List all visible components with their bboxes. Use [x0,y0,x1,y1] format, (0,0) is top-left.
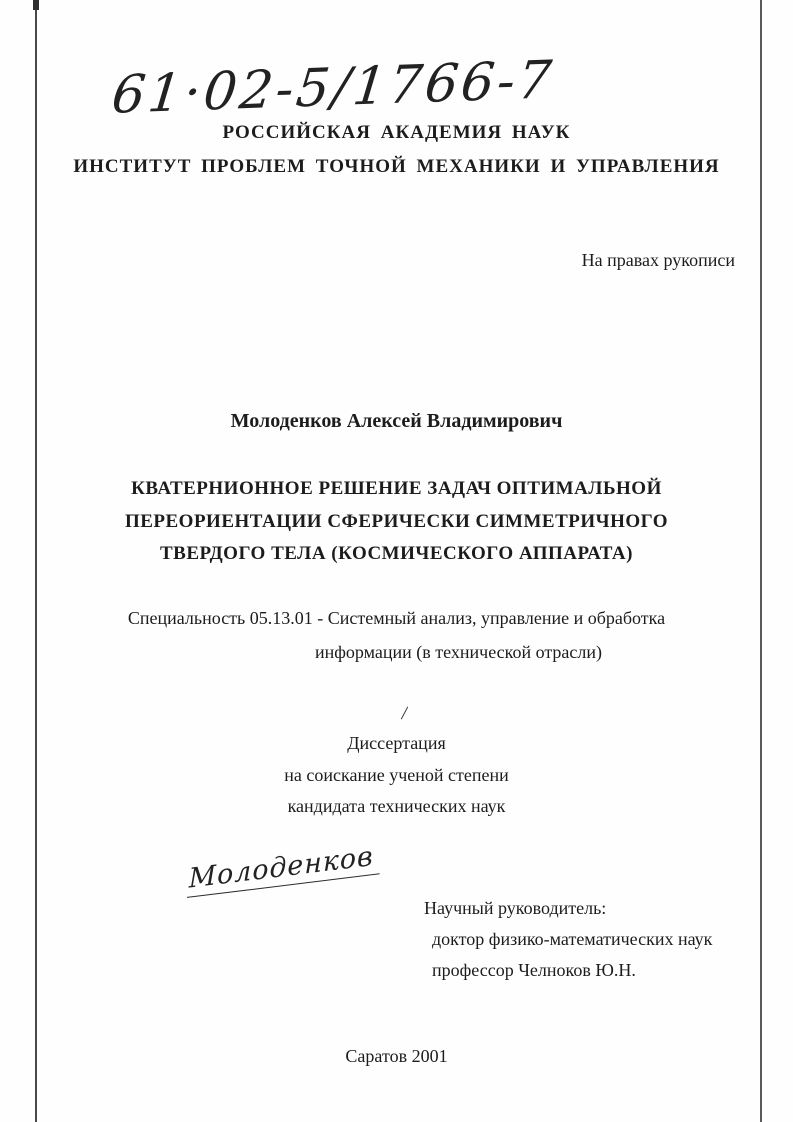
manuscript-rights-note: На правах рукописи [581,250,735,270]
supervisor-block [424,893,712,986]
stray-pen-mark [401,707,408,720]
dissertation-title-line-3: ТВЕРДОГО ТЕЛА (КОСМИЧЕСКОГО АППАРАТА) [160,543,633,564]
supervisor-degree: доктор физико-математических наук [432,929,713,949]
thesis-type: Диссертация [347,733,446,753]
organization-name: РОССИЙСКАЯ АКАДЕМИЯ НАУК [222,122,571,143]
supervisor-label: Научный руководитель: [424,898,607,918]
scan-edge-line-left [35,0,37,1122]
handwritten-signature: Молоденков [186,840,379,898]
thesis-degree-line-1: на соискание ученой степени [284,765,509,785]
thesis-degree-line-2: кандидата технических наук [287,796,506,816]
scan-edge-line-right [760,0,762,1122]
specialty-line-2: информации (в технической отрасли) [314,642,603,662]
city-and-year: Саратов 2001 [345,1046,448,1066]
handwritten-catalog-number: 61·02-5/1766-7 [108,50,558,126]
specialty-line-1: Специальность 05.13.01 - Системный анализ, управление и обработка [127,608,666,628]
dissertation-title-line-1: КВАТЕРНИОННОЕ РЕШЕНИЕ ЗАДАЧ ОПТИМАЛЬНОЙ [131,478,662,499]
institute-name: ИНСТИТУТ ПРОБЛЕМ ТОЧНОЙ МЕХАНИКИ И УПРАВЛЕНИЯ [73,156,720,177]
dissertation-title-line-2: ПЕРЕОРИЕНТАЦИИ СФЕРИЧЕСКИ СИММЕТРИЧНОГО [124,511,669,532]
author-name: Молоденков Алексей Владимирович [230,410,563,432]
supervisor-name: профессор Челноков Ю.Н. [432,960,636,980]
